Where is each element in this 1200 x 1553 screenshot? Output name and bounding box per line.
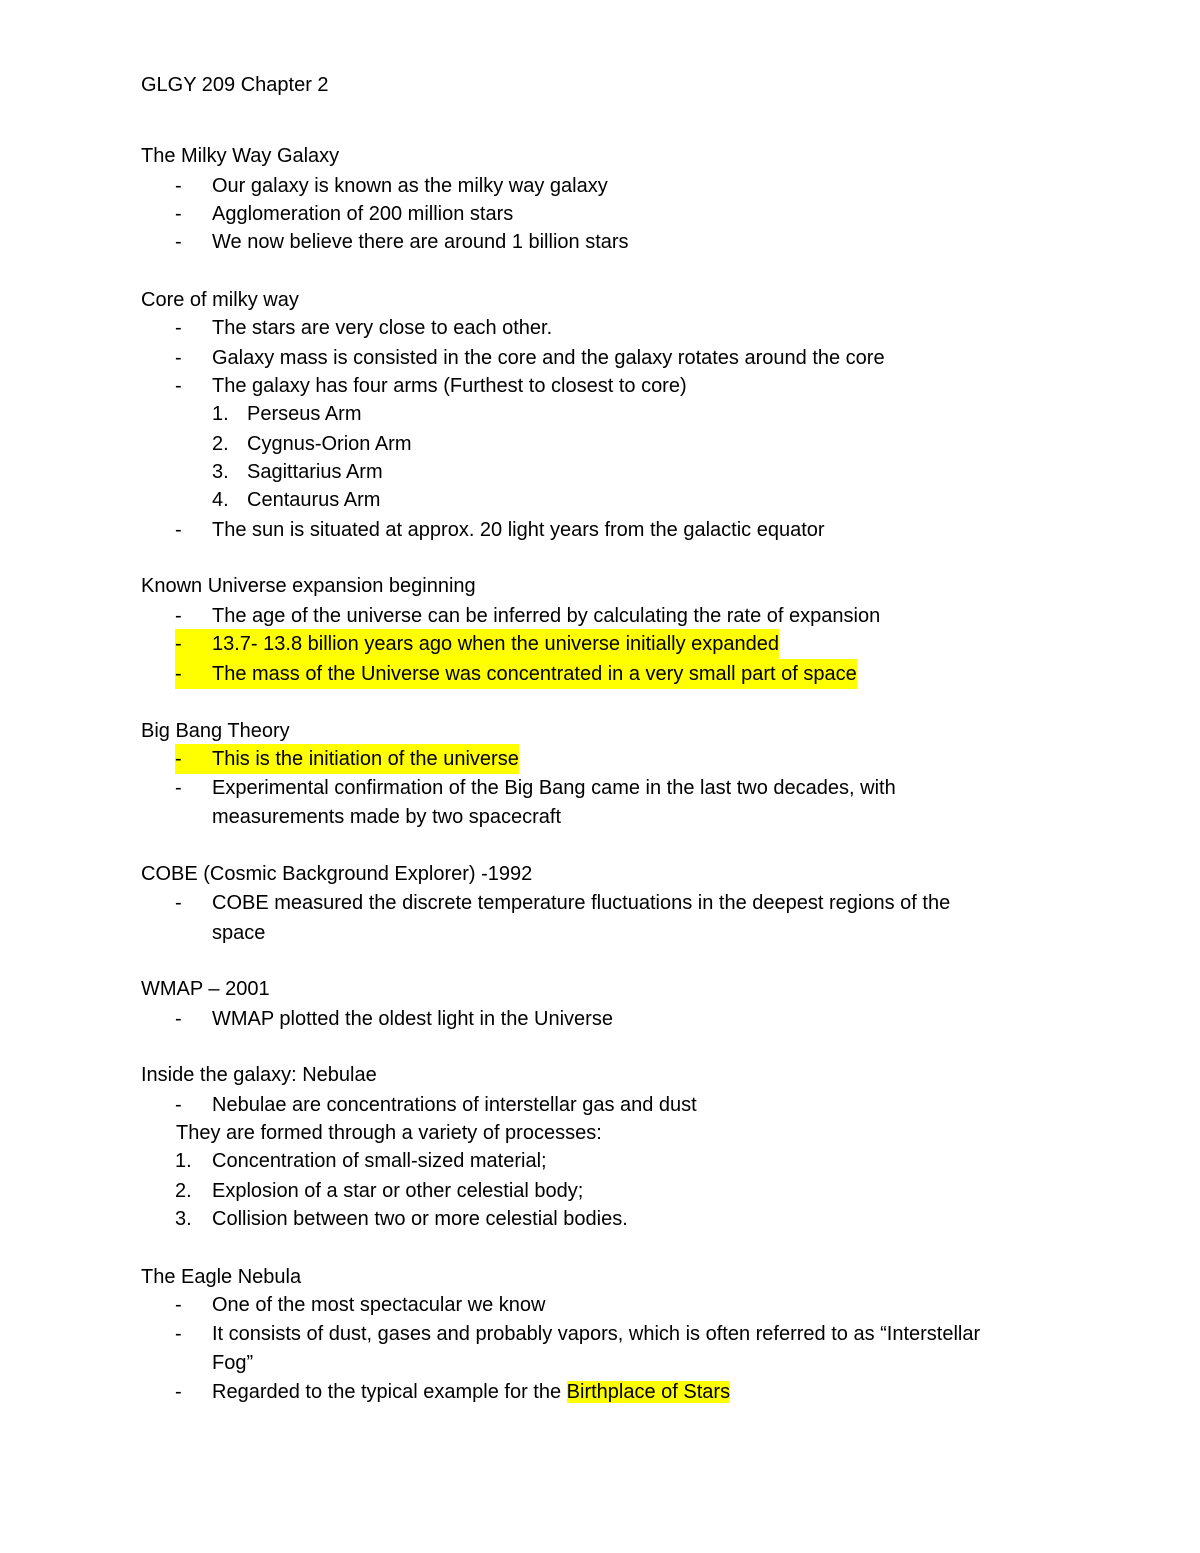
bullet-text [212, 1377, 730, 1407]
bullet-dash: - [175, 317, 182, 339]
bullet-text-continued: space [212, 922, 266, 944]
bullet-text: One of the most spectacular we know [212, 1294, 546, 1316]
paragraph-text: They are formed through a variety of processes: [176, 1122, 602, 1144]
section-heading-nebulae: Inside the galaxy: Nebulae [141, 1064, 377, 1086]
bullet-text: It consists of dust, gases and probably vapors, which is often referred to as “Interstellar [212, 1323, 981, 1345]
bullet-dash: - [175, 605, 182, 627]
bullet-dash: - [175, 1294, 182, 1316]
bullet-text: COBE measured the discrete temperature fluctuations in the deepest regions of the [212, 892, 951, 914]
highlighted-bullet-dash: - [175, 744, 212, 774]
bullet-text: WMAP plotted the oldest light in the Universe [212, 1008, 613, 1030]
highlighted-text: This is the initiation of the universe [212, 744, 519, 774]
bullet-dash: - [175, 777, 182, 799]
bullet-text: The age of the universe can be inferred by calculating the rate of expansion [212, 605, 881, 627]
bullet-text: Agglomeration of 200 million stars [212, 203, 514, 225]
bullet-dash: - [175, 203, 182, 225]
bullet-text: Nebulae are concentrations of interstellar gas and dust [212, 1094, 697, 1116]
bullet-text: The sun is situated at approx. 20 light years from the galactic equator [212, 519, 825, 541]
list-number: 1. [175, 1150, 192, 1172]
bullet-dash: - [175, 519, 182, 541]
list-number: 3. [212, 461, 229, 483]
list-number: 4. [212, 489, 229, 511]
highlighted-bullet-dash: - [175, 629, 212, 659]
list-number: 3. [175, 1208, 192, 1230]
bullet-text: Experimental confirmation of the Big Bang came in the last two decades, with [212, 777, 896, 799]
list-number: 2. [212, 433, 229, 455]
section-heading-wmap: WMAP – 2001 [141, 978, 270, 1000]
bullet-text-continued: Fog” [212, 1352, 254, 1374]
section-heading-milky-way: The Milky Way Galaxy [141, 145, 340, 167]
bullet-dash: - [175, 892, 182, 914]
process-item: Explosion of a star or other celestial body; [212, 1180, 584, 1202]
highlighted-text: 13.7- 13.8 billion years ago when the universe initially expanded [212, 629, 779, 659]
section-heading-expansion: Known Universe expansion beginning [141, 575, 476, 597]
bullet-dash: - [175, 1094, 182, 1116]
bullet-dash: - [175, 375, 182, 397]
section-heading-core: Core of milky way [141, 289, 299, 311]
bullet-dash: - [175, 231, 182, 253]
bullet-text: We now believe there are around 1 billion stars [212, 231, 629, 253]
bullet-text-continued: measurements made by two spacecraft [212, 806, 562, 828]
bullet-dash: - [175, 175, 182, 197]
bullet-dash: - [175, 1008, 182, 1030]
list-number: 2. [175, 1180, 192, 1202]
arm-item: Centaurus Arm [247, 489, 381, 511]
arm-item: Perseus Arm [247, 403, 362, 425]
bullet-dash: - [175, 1381, 182, 1403]
highlighted-text: The mass of the Universe was concentrated in a very small part of space [212, 659, 857, 689]
bullet-text: The galaxy has four arms (Furthest to closest to core) [212, 375, 687, 397]
bullet-text: The stars are very close to each other. [212, 317, 553, 339]
list-number: 1. [212, 403, 229, 425]
section-heading-cobe: COBE (Cosmic Background Explorer) -1992 [141, 863, 533, 885]
bullet-dash: - [175, 347, 182, 369]
process-item: Concentration of small-sized material; [212, 1150, 547, 1172]
bullet-text-prefix: Regarded to the typical example for the [212, 1381, 567, 1403]
document-title: GLGY 209 Chapter 2 [141, 74, 329, 96]
highlighted-bullet-dash: - [175, 659, 212, 689]
highlighted-text: Birthplace of Stars [566, 1381, 731, 1403]
section-heading-eagle-nebula: The Eagle Nebula [141, 1266, 302, 1288]
bullet-dash: - [175, 1323, 182, 1345]
section-heading-big-bang: Big Bang Theory [141, 720, 290, 742]
process-item: Collision between two or more celestial bodies. [212, 1208, 628, 1230]
bullet-text: Galaxy mass is consisted in the core and the galaxy rotates around the core [212, 347, 885, 369]
bullet-text: Our galaxy is known as the milky way galaxy [212, 175, 608, 197]
arm-item: Cygnus-Orion Arm [247, 433, 412, 455]
arm-item: Sagittarius Arm [247, 461, 383, 483]
